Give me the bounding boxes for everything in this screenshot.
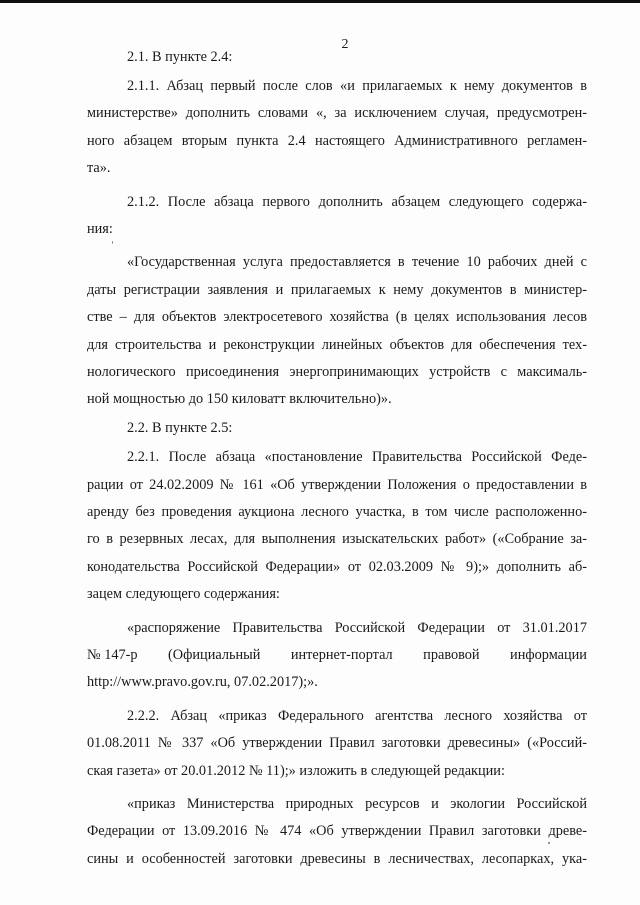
text-line: «приказ Министерства природных ресурсов и экологии Российской bbox=[127, 796, 587, 813]
paragraph-quote-order-474 bbox=[87, 791, 587, 873]
text-line: 2.1.2. После абзаца первого дополнить абзацем следующего содержа- bbox=[127, 193, 587, 210]
paragraph-2-2-1 bbox=[87, 444, 587, 608]
paragraph-quote-order-147 bbox=[87, 615, 587, 697]
document-body bbox=[87, 44, 587, 873]
text-line: го в резервных лесах, для выполнения изыскательских работ» («Собрание за- bbox=[87, 531, 587, 548]
scan-speck bbox=[112, 241, 113, 244]
text-line: «распоряжение Правительства Российской Федерации от 31.01.2017 bbox=[127, 619, 587, 636]
text-line: http://www.pravo.gov.ru, 07.02.2017);». bbox=[87, 674, 318, 691]
text-line: аренду без проведения аукциона лесного участка, в том числе расположенно- bbox=[87, 504, 587, 520]
paragraph-2-2-2 bbox=[87, 703, 587, 785]
text-line-spread bbox=[87, 642, 587, 669]
text-line: 2.2. В пункте 2.5: bbox=[127, 420, 233, 437]
word: интернет-портал bbox=[290, 647, 393, 664]
word: № 147-р bbox=[87, 647, 138, 664]
text-line: зацем следующего содержания: bbox=[87, 586, 280, 603]
scan-top-edge bbox=[0, 0, 640, 3]
word: (Официальный bbox=[168, 647, 261, 664]
paragraph-2-1-1 bbox=[87, 73, 587, 183]
text-line: ния: bbox=[87, 220, 113, 237]
word: правовой bbox=[423, 647, 480, 664]
text-line: 2.1. В пункте 2.4: bbox=[127, 49, 233, 65]
text-line: сины и особенностей заготовки древесины в лесничествах, лесопарках, ука- bbox=[87, 850, 587, 867]
text-line: «Государственная услуга предоставляется в течение 10 рабочих дней с bbox=[127, 254, 587, 271]
paragraph-2-1 bbox=[87, 44, 587, 71]
text-line: даты регистрации заявления и прилагаемых к нему документов в министер- bbox=[87, 281, 587, 298]
paragraph-quote-service-term bbox=[87, 249, 587, 413]
text-line: нологического присоединения энергопринимающих устройств с максималь- bbox=[87, 363, 587, 380]
text-line: Федерации от 13.09.2016 № 474 «Об утверждении Правил заготовки древе- bbox=[87, 823, 587, 840]
text-line: та». bbox=[87, 160, 111, 177]
text-line: ская газета» от 20.01.2012 № 11);» изложить в следующей редакции: bbox=[87, 762, 505, 779]
text-line: рации от 24.02.2009 № 161 «Об утверждении Положения о предоставлении в bbox=[87, 476, 587, 493]
text-line: ного абзацем вторым пункта 2.4 настоящего Административного регламен- bbox=[87, 132, 587, 149]
text-line: ной мощностью до 150 киловатт включительно)». bbox=[87, 391, 392, 408]
text-line: министерстве» дополнить словами «, за исключением случая, предусмотрен- bbox=[87, 105, 587, 122]
paragraph-2-2 bbox=[87, 415, 587, 442]
page-number: 2 bbox=[341, 37, 349, 52]
paragraph-2-1-2 bbox=[87, 189, 587, 244]
word: информации bbox=[510, 647, 587, 664]
text-line: 2.2.1. После абзаца «постановление Правительства Российской Феде- bbox=[127, 449, 587, 466]
text-line: для строительства и реконструкции линейных объектов для обеспечения тех- bbox=[87, 336, 587, 353]
scan-speck bbox=[548, 842, 550, 844]
text-line: 2.2.2. Абзац «приказ Федерального агентства лесного хозяйства от bbox=[127, 707, 587, 724]
text-line: 01.08.2011 № 337 «Об утверждении Правил заготовки древесины» («Россий- bbox=[87, 735, 587, 752]
text-line: стве – для объектов электросетевого хозяйства (в целях использования лесов bbox=[87, 309, 587, 326]
text-line: конодательства Российской Федерации» от 02.03.2009 № 9);» дополнить аб- bbox=[87, 558, 587, 575]
text-line: 2.1.1. Абзац первый после слов «и прилагаемых к нему документов в bbox=[127, 77, 587, 94]
